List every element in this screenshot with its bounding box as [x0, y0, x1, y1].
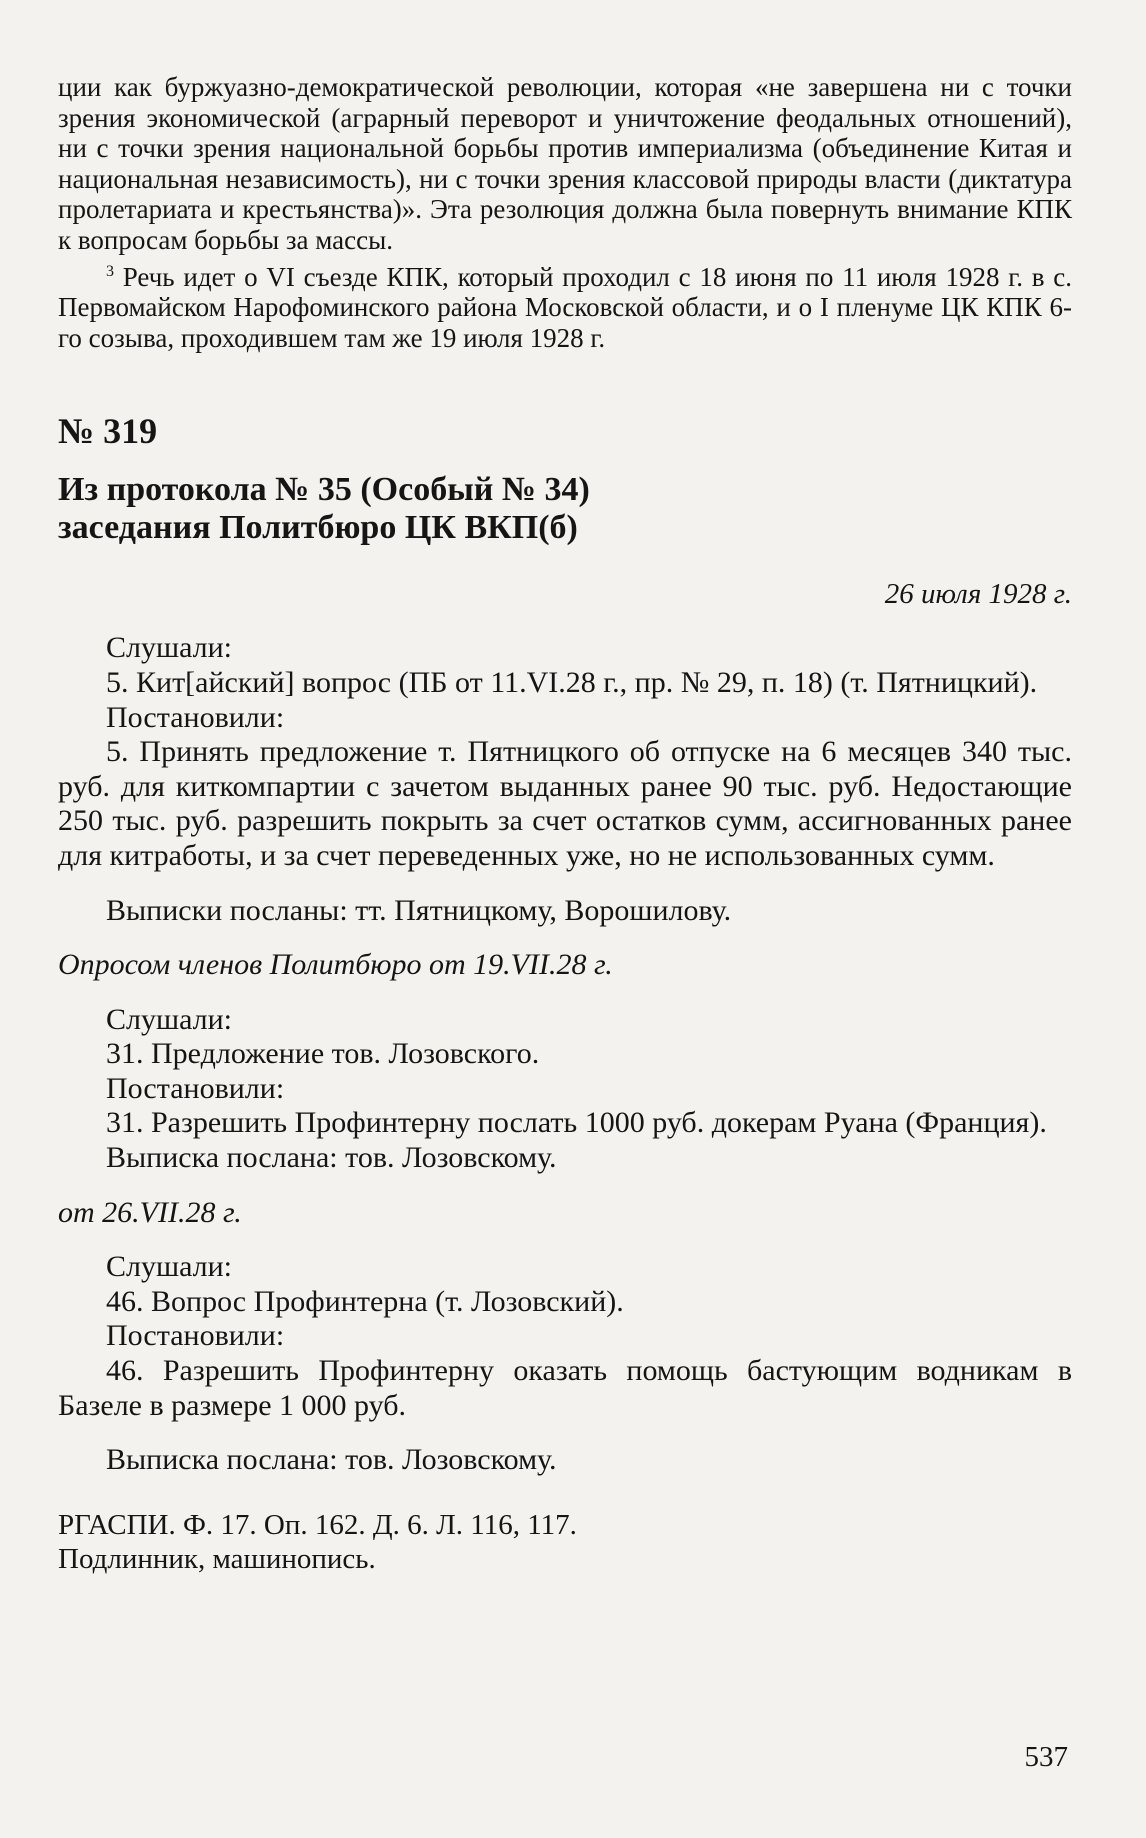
- part2-decided-label: Постановили:: [106, 1071, 285, 1105]
- part2-decided-item: 31. Разрешить Профинтерну послать 1000 руб. докерам Руана (Франция).: [106, 1106, 1047, 1140]
- document-title: [58, 471, 1072, 547]
- note-continuation: ции как буржуазно-демократической революции, которая «не завершена ни с точки зрения экономической (аграрный переворот и уничтожение феодальных отношений), ни с точки зрения национальной борьбы против империализма (объединение Китая и национальная независимость), ни с точки зрения классовой природы власти (диктатура пролетариата и крестьянства)». Эта резолюция должна была повернуть внимание КПК к вопросам борьбы за массы.: [58, 72, 1072, 255]
- footnote-3: [58, 262, 1072, 354]
- document-date: 26 июля 1928 г.: [884, 578, 1072, 611]
- part3-heard-label: Слушали:: [106, 1250, 233, 1284]
- part1-decided-label: Постановили:: [106, 700, 285, 734]
- endnotes: [58, 72, 1072, 353]
- document-page: [58, 72, 1072, 1576]
- part3-decided-label: Постановили:: [106, 1319, 285, 1353]
- part1-decided-item: 5. Принять предложение т. Пятницкого об отпуске на 6 месяцев 340 тыс. руб. для киткомпартии с зачетом выданных ранее 90 тыс. руб. Недостающие 250 тыс. руб. разрешить покрыть за счет остатков сумм, ассигнованных ранее для китработы, и за счет переведенных уже, но не использованных сумм.: [58, 735, 1072, 872]
- part3-heard-item: 46. Вопрос Профинтерна (т. Лозовский).: [106, 1284, 624, 1318]
- part1-heard-label: Слушали:: [106, 631, 233, 665]
- part3-extracts: Выписка послана: тов. Лозовскому.: [106, 1443, 557, 1477]
- part3-decided-item: 46. Разрешить Профинтерну оказать помощь бастующим водникам в Базеле в размере 1 000 руб.: [58, 1354, 1072, 1422]
- title-line-1: Из протокола № 35 (Особый № 34): [58, 471, 590, 509]
- part2-heard-label: Слушали:: [106, 1002, 233, 1036]
- source-line-2: Подлинник, машинопись.: [58, 1542, 376, 1575]
- footnote-text: Речь идет о VI съезде КПК, который проходил с 18 июня по 11 июля 1928 г. в с. Первомайском Нарофоминского района Московской области, и о I пленуме ЦК КПК 6-го созыва, проходившем там же 19 июля 1928 г.: [58, 261, 1072, 353]
- archive-source: [58, 1508, 1072, 1576]
- part2-heard-item: 31. Предложение тов. Лозовского.: [106, 1037, 540, 1071]
- footnote-marker: 3: [106, 262, 114, 280]
- document-number: № 319: [58, 411, 158, 452]
- part2-section: Опросом членов Политбюро от 19.VII.28 г.: [58, 948, 613, 982]
- part1-heard-item: 5. Кит[айский] вопрос (ПБ от 11.VI.28 г., пр. № 29, п. 18) (т. Пятницкий).: [106, 665, 1038, 699]
- title-line-2: заседания Политбюро ЦК ВКП(б): [58, 509, 578, 547]
- protocol-body: [58, 631, 1072, 1477]
- part1-extracts: Выписки посланы: тт. Пятницкому, Ворошилову.: [106, 893, 732, 927]
- page-number: 537: [1024, 1741, 1068, 1773]
- part3-section: от 26.VII.28 г.: [58, 1195, 242, 1229]
- source-line-1: РГАСПИ. Ф. 17. Оп. 162. Д. 6. Л. 116, 117.: [58, 1508, 577, 1541]
- part2-extracts: Выписка послана: тов. Лозовскому.: [106, 1141, 557, 1175]
